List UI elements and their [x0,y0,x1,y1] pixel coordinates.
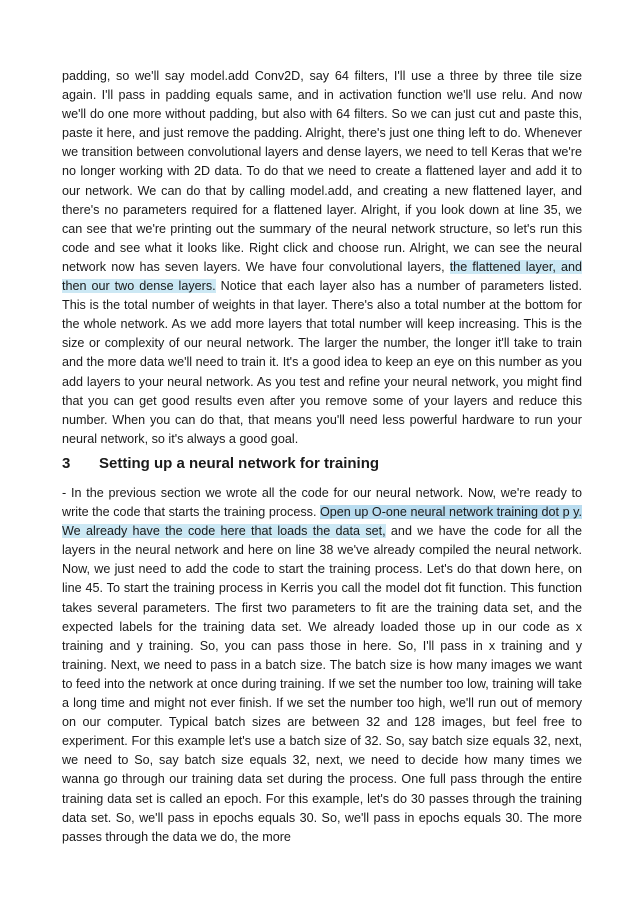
paragraph-2-text-start: - In the previous section we wrote all the code for our neural network. Now, we're ready to write the code that starts the training process. [62,486,582,520]
paragraph-2-highlighted-text-1: Open up O-one neural network training dot p y. [320,505,582,520]
section-number: 3 [62,455,71,472]
section-title: Setting up a neural network for training [99,455,380,472]
paragraph-1-highlighted-text: the flattened layer, and then our two dense layers. [62,259,582,294]
paragraph-1-text-start: padding, so we'll say model.add Conv2D, say 64 filters, I'll use a three by three tile size again. I'll pass in padding equals same, and in activation function we'll use relu. And now we'll do one more without padding, but also with 64 filters. So we can just cut and paste this, paste it here, and just remove the padding. Alright, there's just one thing left to do. Whenever we transition between convolutional layers and dense layers, we need to tell Keras that we're no longer working with 2D data. To do that we need to create a flattened layer and add it to our network. We can do that by calling model.add, and creating a new flattened layer, and there's no parameters required for a flattened layer. Alright, if you look down at line 35, we can see that we're printing out the summary of the neural network structure, so let's run this code and see what it looks like. Right click and choose run. Alright, we can see the neural network now has seven layers. We have four convolutional layers, [62,69,582,274]
paragraph-2-text-end: and we have the code for all the layers in the neural network and here on line 38 we've already compiled the neural network. Now, we just need to add the code to start the training process. Let's do that down here, on line 45. To start the training process in Kerris you call the model dot fit function. This function takes several parameters. The first two parameters to fit are the training data set, and the expected labels for the training data set. We already loaded those up in our code as x training and y training. So, you can pass those in here. So, I'll pass in x training and y training. Next, we need to pass in a batch size. The batch size is how many images we want to feed into the network at once during training. If we set the number too low, training will take a long time and might not ever finish. If we set the number too high, we'll run out of memory on our computer. Typical batch sizes are between 32 and 128 images, but feel free to experiment. For this example let's use a batch size of 32. So, say batch size equals 32, next, we need to So, say batch size equals 32, next, we need to decide how many times we wanna go through our training data set during the process. One full pass through the entire training data set is called an epoch. For this example, let's do 30 passes through the training data set. So, we'll pass in epochs equals 30. So, we'll pass in epochs equals 30. The more passes through the data we do, the more [62,524,582,844]
body-paragraph-2 [62,484,582,847]
section-heading [62,455,582,472]
paragraph-1-text-end: Notice that each layer also has a number of parameters listed. This is the total number of weights in that layer. There's also a total number at the bottom for the whole network. As we add more layers that total number will keep increasing. This is the size or complexity of our neural network. The larger the number, the longer it'll take to train and the more data we'll need to train it. It's a good idea to keep an eye on this number as you add layers to your neural network. As you test and refine your neural network, you might find that you can get good results even after you remove some of your layers and reduce this number. When you can do that, that means you'll need less powerful hardware to run your neural network, so it's always a good goal. [62,279,582,446]
paragraph-2-highlighted-text-2: We already have the code here that loads the data set, [62,524,386,539]
body-paragraph-1 [62,67,582,449]
